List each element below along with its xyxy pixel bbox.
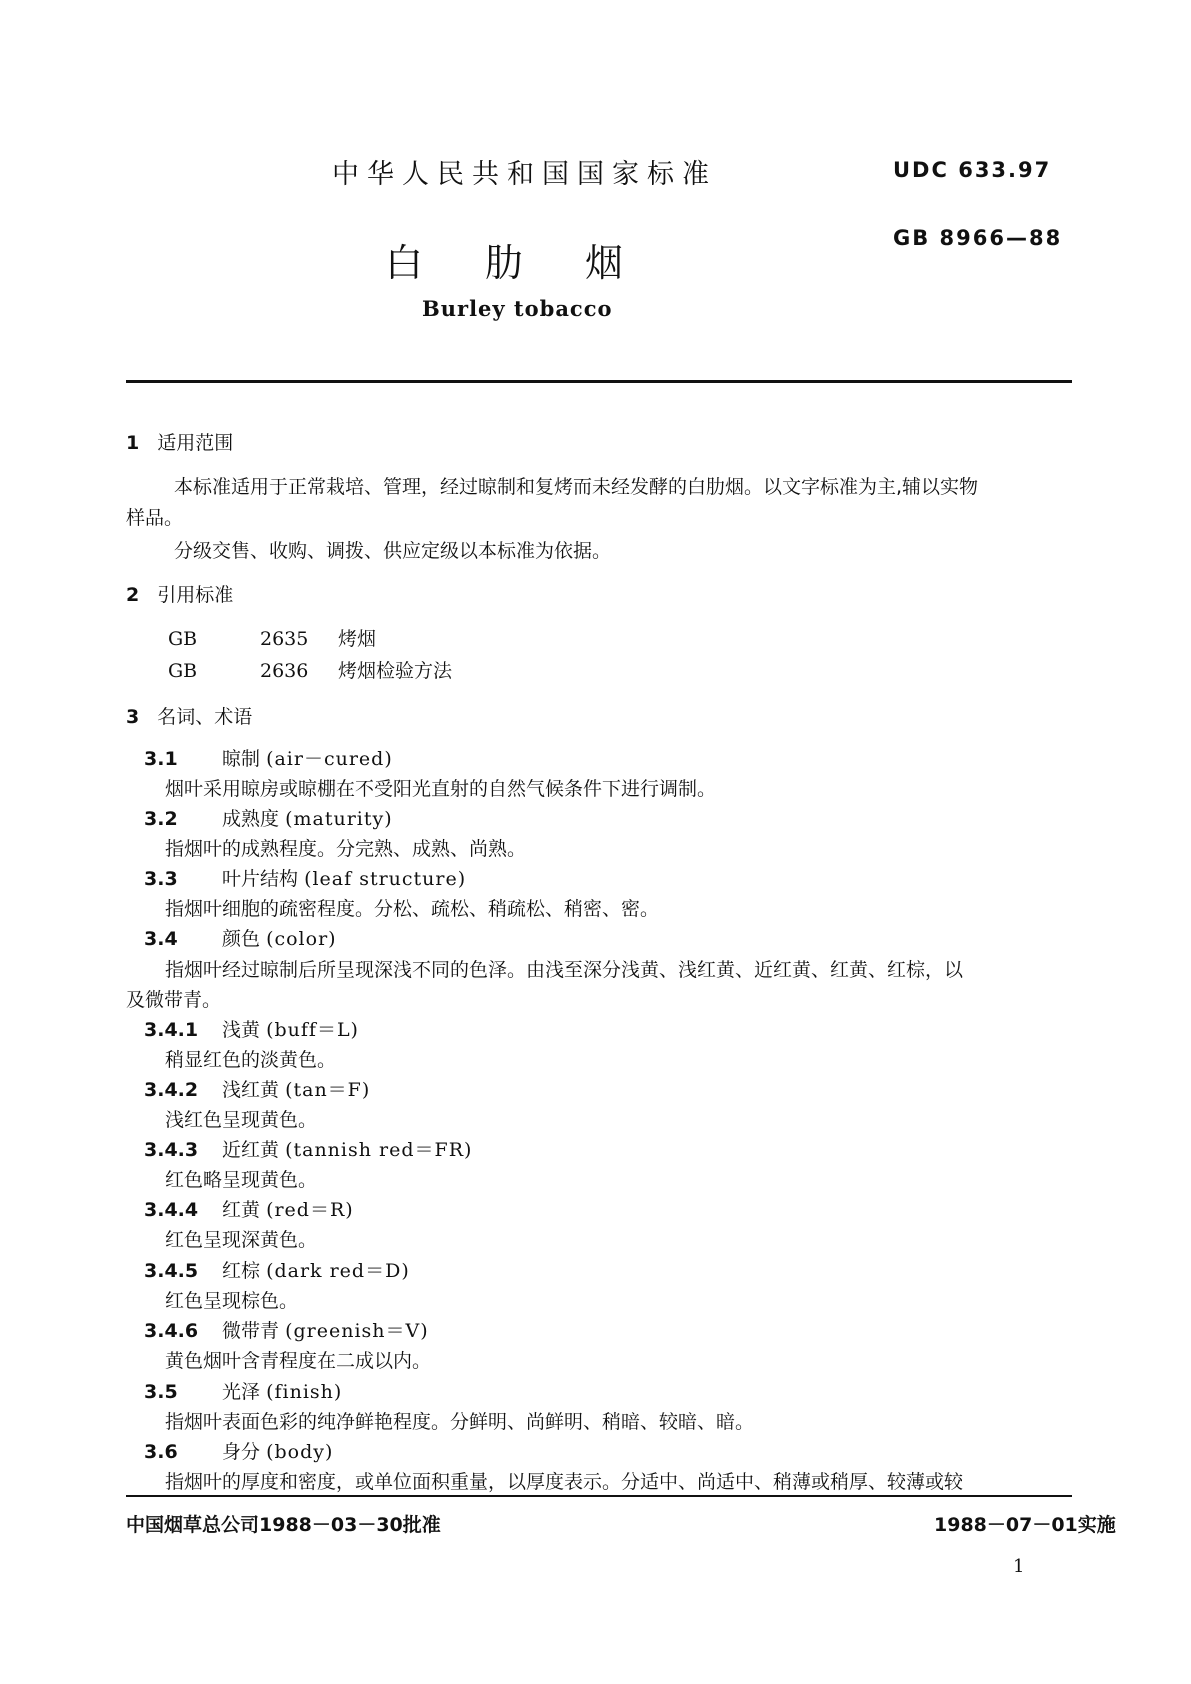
- term-definition: 指烟叶的厚度和密度，或单位面积重量，以厚度表示。分适中、尚适中、稍薄或稍厚、较薄或较: [165, 1471, 964, 1493]
- udc-code: UDC 633.97: [893, 158, 1052, 182]
- section-1-para-1: 本标准适用于正常栽培、管理，经过晾制和复烤而未经发酵的白肋烟。以文字标准为主,辅以实物: [174, 476, 979, 498]
- approval-line: 中国烟草总公司1988－03－30批准: [126, 1514, 441, 1536]
- title-char: 肋: [485, 241, 524, 285]
- term-definition: 红色呈现棕色。: [165, 1290, 299, 1312]
- term-definition: 指烟叶表面色彩的纯净鲜艳程度。分鲜明、尚鲜明、稍暗、较暗、暗。: [165, 1411, 755, 1433]
- page-number: 1: [1013, 1556, 1025, 1577]
- gb-code: GB 8966—88: [893, 226, 1063, 250]
- term-heading: 3.2 成熟度 (maturity): [144, 808, 393, 830]
- term-definition: 黄色烟叶含青程度在二成以内。: [165, 1350, 432, 1372]
- term-heading: 3.6 身分 (body): [144, 1441, 334, 1463]
- reference-item: GB 2636 烤烟检验方法: [168, 660, 453, 682]
- agency-title: 中华人民共和国国家标准: [332, 159, 717, 190]
- reference-item: GB 2635 烤烟: [168, 628, 377, 650]
- term-definition: 烟叶采用晾房或晾棚在不受阳光直射的自然气候条件下进行调制。: [165, 778, 717, 800]
- term-heading: 3.1 晾制 (air－cured): [144, 748, 393, 770]
- title-char: 烟: [585, 241, 624, 285]
- term-definition: 红色略呈现黄色。: [165, 1169, 318, 1191]
- term-heading: 3.5 光泽 (finish): [144, 1381, 343, 1403]
- document-title: [385, 232, 685, 287]
- section-3-heading: 3 名词、术语: [126, 706, 253, 728]
- term-definition: 指烟叶经过晾制后所呈现深浅不同的色泽。由浅至深分浅黄、浅红黄、近红黄、红黄、红棕，以: [165, 959, 964, 981]
- term-heading: 3.4 颜色 (color): [144, 928, 337, 950]
- term-heading: 3.4.4 红黄 (red＝R): [144, 1199, 354, 1221]
- term-heading: 3.4.6 微带青 (greenish＝V): [144, 1320, 429, 1342]
- term-heading: 3.3 叶片结构 (leaf structure): [144, 868, 467, 890]
- term-heading: 3.4.2 浅红黄 (tan＝F): [144, 1079, 371, 1101]
- term-heading: 3.4.3 近红黄 (tannish red＝FR): [144, 1139, 473, 1161]
- term-heading: 3.4.5 红棕 (dark red＝D): [144, 1260, 410, 1282]
- term-definition: 浅红色呈现黄色。: [165, 1109, 318, 1131]
- term-definition: 稍显红色的淡黄色。: [165, 1049, 337, 1071]
- effective-date: 1988－07－01实施: [934, 1514, 1116, 1536]
- term-heading: 3.4.1 浅黄 (buff＝L): [144, 1019, 359, 1041]
- term-definition: 指烟叶细胞的疏密程度。分松、疏松、稍疏松、稍密、密。: [165, 898, 660, 920]
- section-1-para-1-cont: 样品。: [126, 507, 184, 529]
- section-2-heading: 2 引用标准: [126, 584, 234, 606]
- footer-divider: [126, 1495, 1072, 1497]
- header-divider: [126, 380, 1072, 383]
- term-definition: 指烟叶的成熟程度。分完熟、成熟、尚熟。: [165, 838, 527, 860]
- term-definition: 红色呈现深黄色。: [165, 1229, 318, 1251]
- section-1-heading: 1 适用范围: [126, 432, 234, 454]
- section-1-para-2: 分级交售、收购、调拨、供应定级以本标准为依据。: [174, 540, 612, 562]
- term-definition-cont: 及微带青。: [126, 989, 222, 1011]
- title-char: 白: [385, 241, 424, 285]
- document-title-en: Burley tobacco: [422, 296, 613, 321]
